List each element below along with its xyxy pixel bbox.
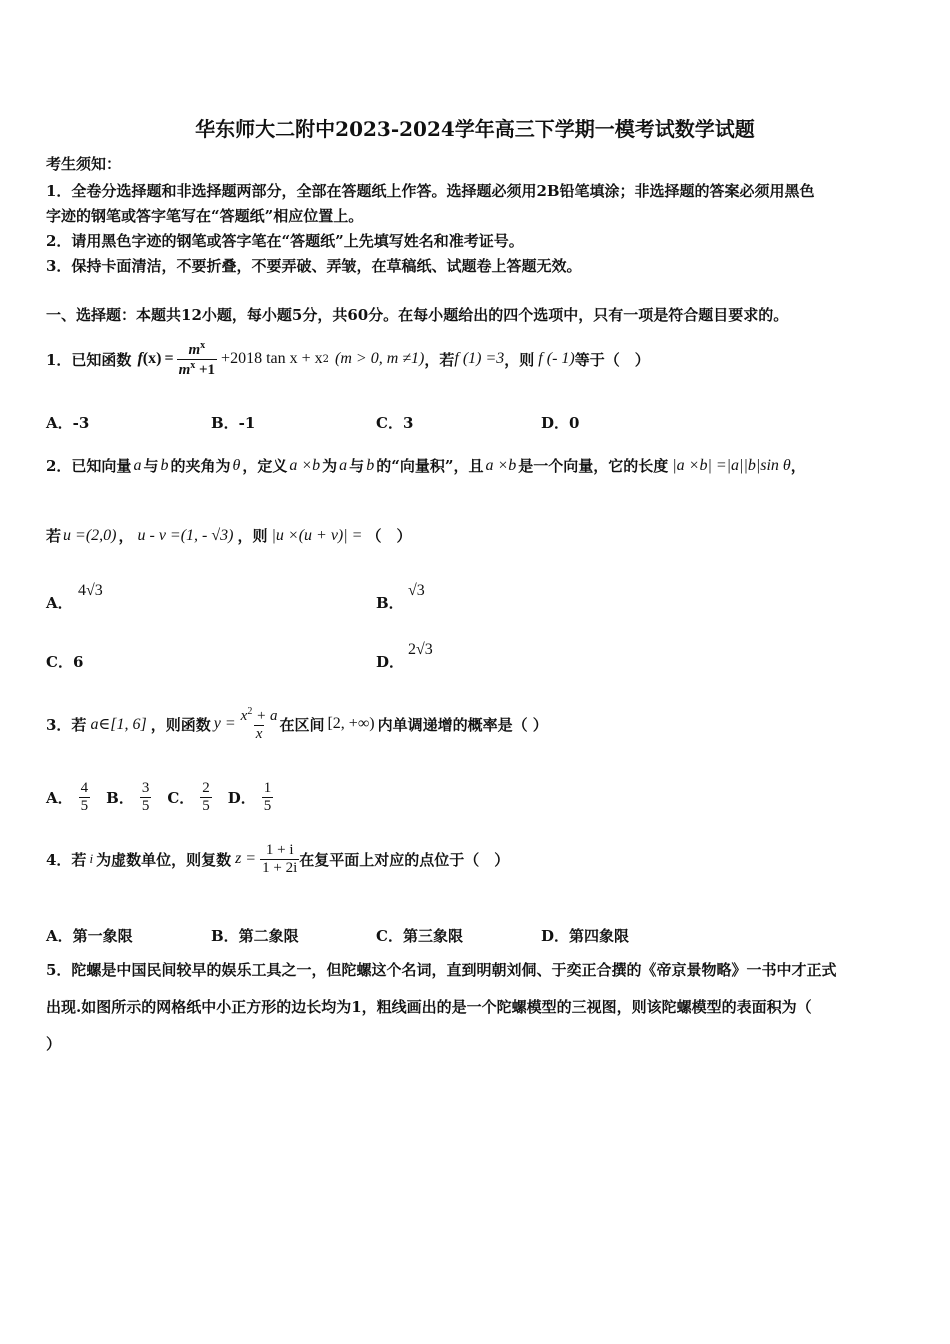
q3-option-a-label: A． [46,788,73,807]
q3-option-c-den: 5 [202,797,210,814]
q1-end: 等于（ ） [574,350,650,369]
q2-option-d-label: D． [376,653,405,671]
q1-prefix: 1．已知函数 [46,350,132,369]
q2-u-minus-v: u - v =(1, - √3) [137,526,234,544]
q2-expression: |u ×(u + v)| = [271,526,363,544]
page-title: 华东师大二附中2023-2024学年高三下学期一模考试数学试题 [195,117,755,141]
q4-option-c: C．第三象限 [376,927,463,945]
q5-line-2: 出现.如图所示的网格纸中小正方形的边长均为1，粗线画出的是一个陀螺模型的三视图，则该陀螺模型的表面积为（ [46,998,812,1016]
q5-line-1: 5．陀螺是中国民间较早的娱乐工具之一，但陀螺这个名词，直到明朝刘侗、于奕正合撰的《帝京景物略》一书中才正式 [46,961,837,979]
q3-num-exp: 2 [247,706,253,717]
q4-option-a: A．第一象限 [46,927,133,945]
q1-ask: f (- 1) [538,350,575,367]
notice-heading: 考生须知： [46,155,122,173]
q2-option-b-label: B． [376,594,404,612]
q1-option-d: D．0 [541,414,580,432]
q1-mid: ，若 [424,350,455,369]
q1-f: f [137,350,143,367]
q1-tail: +2018 tan x + x [221,350,323,367]
q4-mid: 为虚数单位，则复数 [96,850,232,869]
q1-den-tail: +1 [195,361,216,378]
q3-option-a-num: 4 [80,780,89,796]
question-3 [46,706,548,742]
q4-fraction [260,842,299,876]
q3-y: y = [213,715,236,732]
q2-option-c: C．6 [46,653,84,671]
q4-option-d: D．第四象限 [541,927,630,945]
q3-options [46,780,273,814]
q3-in: 在区间 [279,715,325,734]
q3-num-tail: + a [252,708,278,724]
q1-option-a: A．-3 [46,414,90,432]
q5-line-3: ） [46,1035,62,1053]
q3-option-a-fraction [79,780,91,814]
q3-option-a-den: 5 [80,797,89,814]
q3-condition: a∈[1, 6] [90,716,147,733]
question-2-line-1 [46,455,806,476]
q3-option-b-den: 5 [141,797,150,814]
q3-option-b-num: 3 [141,780,150,796]
q1-x: (x) [142,350,162,367]
q2-length-formula: |a ×b| =|a||b|sin θ [672,456,791,474]
q2-a2: a [339,456,348,474]
q2-with: 与 [143,457,159,475]
q3-option-c-num: 2 [202,780,210,796]
q2-comma: ， [790,457,806,475]
q2-is: 为 [322,457,338,475]
q2-axb2: a ×b [485,456,517,474]
q3-prefix: 3．若 [46,715,87,734]
q3-option-c-label: C． [167,788,195,807]
q4-i: i [89,851,94,866]
q2-ruo: 若 [46,527,62,545]
notice-line-2: 字迹的钢笔或答字笔写在“答题纸”相应位置上。 [46,207,364,225]
question-1 [46,340,650,378]
q2-b: b [160,456,169,474]
q2-vec: 是一个向量，它的长度 [518,457,669,475]
section-heading: 一、选择题：本题共12小题，每小题5分，共60分。在每小题给出的四个选项中，只有一项是符合题目要求的。 [46,306,789,324]
notice-line-4: 3．保持卡面清洁，不要折叠，不要弄破、弄皱，在草稿纸、试题卷上答题无效。 [46,257,582,275]
q2-ze: ，则 [237,527,268,545]
q2-def: ，定义 [242,457,288,475]
q2-axb: a ×b [289,456,321,474]
q1-option-c: C．3 [376,414,414,432]
q3-option-d-fraction [262,780,274,814]
q3-interval: [2, +∞) [327,715,375,732]
q3-option-b-fraction [140,780,152,814]
q3-num: x [240,708,248,724]
q1-den-exp: x [190,359,196,371]
q1-eq: = [164,350,174,367]
question-4 [46,842,509,876]
q2-option-a-value: 4√3 [78,582,103,599]
notice-line-3: 2．请用黑色字迹的钢笔或答字笔在“答题纸”上先填写姓名和准考证号。 [46,232,524,250]
q3-option-d-num: 1 [263,780,272,796]
q3-den: x [255,725,263,742]
q2-u: u =(2,0) [63,526,117,544]
q4-z: z = [235,850,257,867]
q1-mid2: ，则 [504,350,535,369]
q1-tail-exp: 2 [322,353,330,365]
q1-condition: (m > 0, m ≠1) [335,350,425,367]
q2-end: （ ） [366,527,412,545]
q1-num: m [188,342,201,358]
q2-intro: 2．已知向量 [46,457,132,475]
q4-option-b: B．第二象限 [211,927,299,945]
q2-angle-text: 的夹角为 [170,457,231,475]
question-2-line-2 [46,525,411,546]
q2-b2: b [366,456,375,474]
q3-fraction [239,706,280,742]
q1-given: f (1) =3 [454,350,505,367]
q1-fraction [177,340,217,378]
q4-den: 1 + 2i [262,859,298,876]
q3-end: 内单调递增的概率是（ ） [377,715,548,734]
q4-num: 1 + i [265,842,294,858]
q1-num-exp: x [200,340,206,351]
q3-option-b-label: B． [106,788,134,807]
q2-theta: θ [232,456,241,474]
q3-option-d-label: D． [227,788,256,807]
q2-option-d-value: 2√3 [408,641,433,658]
q3-func: ，则函数 [150,715,211,734]
notice-line-1: 1．全卷分选择题和非选择题两部分，全部在答题纸上作答。选择题必须用2B铅笔填涂；非选择题的答案必须用黑色 [46,182,815,200]
q2-sep: ， [118,527,134,545]
q4-end: 在复平面上对应的点位于（ ） [299,850,510,869]
q4-prefix: 4．若 [46,850,87,869]
q1-option-b: B．-1 [211,414,256,432]
q3-option-d-den: 5 [263,797,272,814]
q3-option-c-fraction [200,780,212,814]
q2-a: a [133,456,142,474]
q2-prod: 的“向量积”，且 [376,457,484,475]
q2-option-b-value: √3 [408,582,425,599]
q2-option-a-label: A． [46,594,73,612]
q2-with2: 与 [349,457,365,475]
q1-den: m [178,361,191,378]
